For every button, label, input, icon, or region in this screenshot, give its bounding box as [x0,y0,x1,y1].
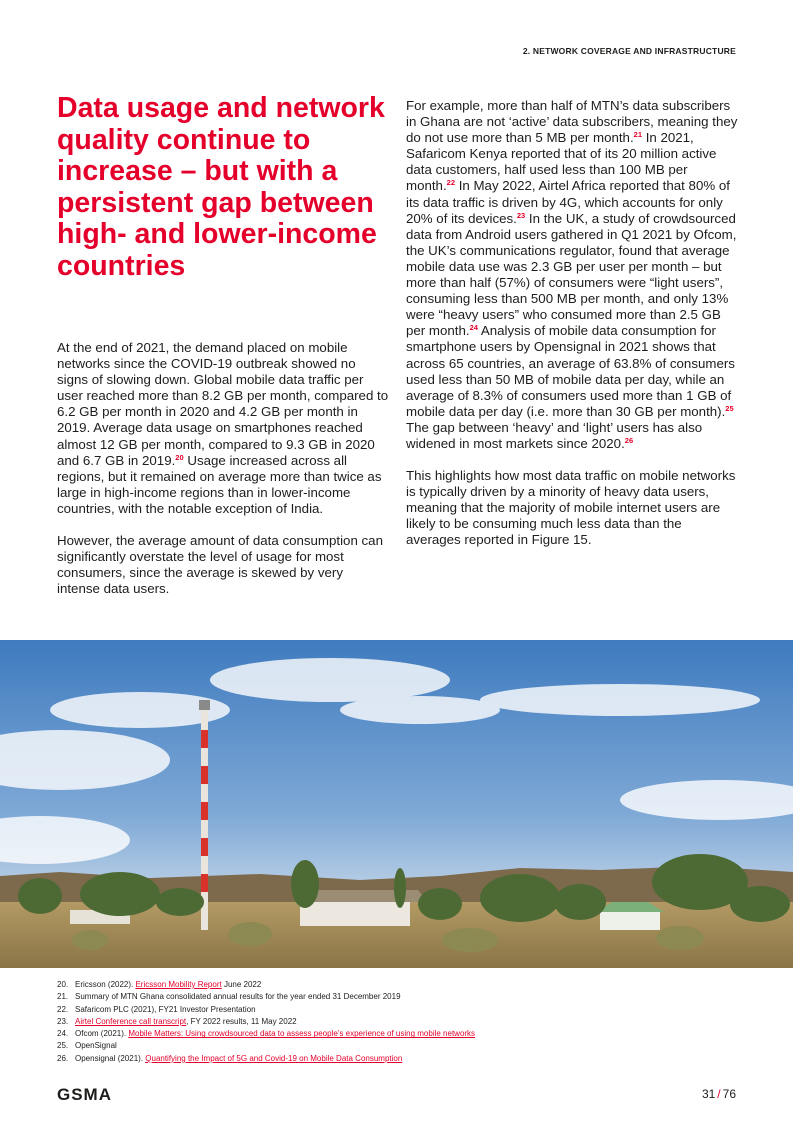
right-column [406,98,738,565]
paragraph: For example, more than half of MTN’s data subscribers in Ghana are not ‘active’ data subscribers, meaning they do not use more than 5 MB per month.$^{21}$ In 2021, Safaricom Kenya reported that of its 20 million active data customers, half used less than 100 MB per month.$^{22}$ In May 2022, Airtel Africa reported that 80% of its data traffic is driven by 4G, which accounts for only 20% of its devices.$^{23}$ In the UK, a study of crowdsourced data from Android users gathered in Q1 2021 by Ofcom, the UK’s communications regulator, found that average mobile data use was 2.3 GB per user per month – but more than half (57%) of consumers were “light users”, consuming less than 500 MB per month, and only 13% were “heavy users” who consumed more than 2.5 GB per month.$^{24}$ Analysis of mobile data consumption for smartphone users by Opensignal in 2021 shows that across 65 countries, an average of 63.8% of consumers used less than 50 MB of mobile data per day, while an average of 8.3% of consumers used more than 1 GB of mobile data per day (i.e. more than 30 GB per month).$^{25}$ The gap between ‘heavy’ and ‘light’ users has also widened in most markets since 2020.26 [406,98,738,451]
landscape-photo [0,640,793,968]
footnote-ref[interactable]: 22 [446,178,455,188]
footnote-item: 20. Ericsson (2022). Ericsson Mobility Report June 2022 [57,980,262,989]
footnote-link[interactable]: Mobile Matters: Using crowdsourced data to assess people’s experience of using mobile networks [128,1029,476,1039]
footnote-link[interactable]: Airtel Conference call transcript [75,1016,187,1026]
page-title: Data usage and network quality continue to increase – but with a persistent gap between high- and lower-income countries [57,92,385,282]
left-column [57,340,389,613]
svg-text:GSMA: GSMA [57,1085,112,1103]
footnote-item: 23. Airtel Conference call transcript, FY 2022 results, 11 May 2022 [57,1016,297,1026]
gsma-logo [57,1085,133,1103]
footnote-link[interactable]: Ericsson Mobility Report [135,980,222,989]
footnote-item: 24. Ofcom (2021). Mobile Matters: Using crowdsourced data to assess people’s experience of using mobile networks [57,1029,476,1039]
footnote-item: 26. Opensignal (2021). Quantifying the Impact of 5G and Covid-19 on Mobile Data Consumption [57,1053,403,1063]
footnote-ref[interactable]: 21 [633,130,642,140]
footnote-item: 21. Summary of MTN Ghana consolidated annual results for the year ended 31 December 2019 [57,992,401,1002]
footnote-item: 22. Safaricom PLC (2021), FY21 Investor Presentation [57,1004,256,1014]
page-number: 31 / 76 [701,1087,736,1101]
footnote-ref[interactable]: 20 [175,452,184,462]
paragraph: This highlights how most data traffic on mobile networks is typically driven by a minority of heavy data users, meaning that the majority of mobile internet users are likely to be consuming much less data than the averages reported in Figure 15. [406,468,736,548]
footnote-item: 25. OpenSignal [57,1041,117,1051]
footnote-ref[interactable]: 24 [469,323,478,333]
footnote-link[interactable]: Quantifying the Impact of 5G and Covid-19 on Mobile Data Consumption [145,1053,403,1063]
footnotes [57,979,747,1065]
paragraph: However, the average amount of data consumption can significantly overstate the level of usage for most consumers, since the average is skewed by very intense data users. [57,533,383,597]
section-label: 2. NETWORK COVERAGE AND INFRASTRUCTURE [522,46,736,56]
footnote-ref[interactable]: 23 [516,210,526,220]
paragraph: At the end of 2021, the demand placed on mobile networks since the COVID-19 outbreak showed no signs of slowing down. Global mobile data traffic per user reached more than 8.2 GB per month, compared to 6.2 GB per month in 2020 and 4.2 GB per month in 2019. Average data usage on smartphones reached almost 12 GB per month, compared to 9.3 GB in 2020 and 6.7 GB in 2019.20 Usage increased across all regions, but it remained on average more than twice as large in high-income regions than in lower-income countries, with the notable exception of India. [57,340,389,516]
footnote-ref[interactable]: 26 [624,435,634,445]
footnote-ref[interactable]: 25 [725,403,734,413]
